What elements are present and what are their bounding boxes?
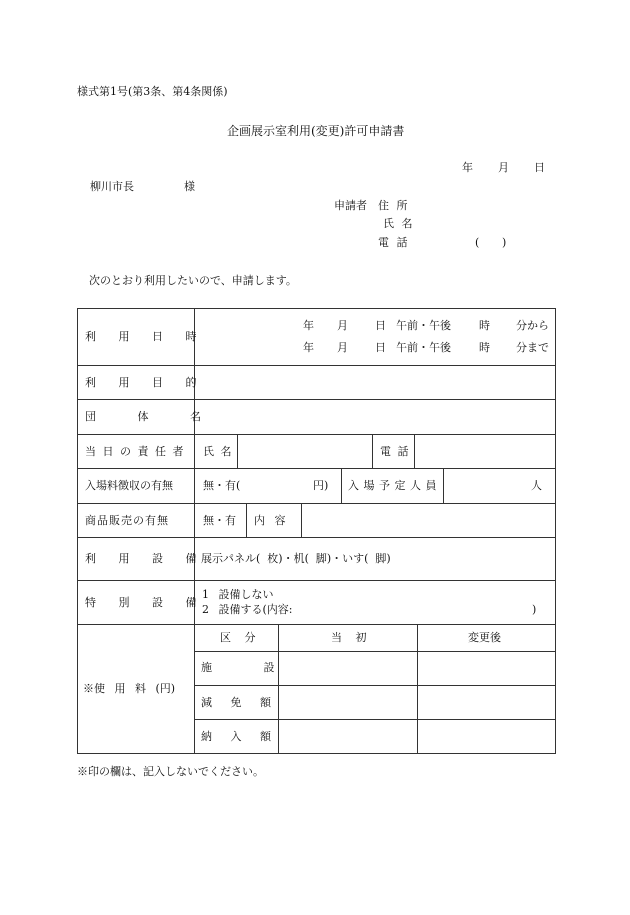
start-ampm: 午前・午後 [396, 319, 451, 332]
fee-item-payment: 納 入 額 [201, 730, 271, 743]
footnote: ※印の欄は、記入しないでください。 [77, 765, 264, 778]
row-divider [77, 624, 556, 625]
page-title: 企画展示室利用(変更)許可申請書 [227, 124, 405, 138]
start-day: 日 [375, 319, 386, 332]
column-divider [301, 503, 302, 537]
end-hour: 時 [479, 341, 490, 354]
start-year: 年 [303, 319, 314, 332]
label-usage-equipment: 利 用 設 備 [85, 552, 197, 565]
label-admission-fee: 入場料徴収の有無 [85, 479, 173, 492]
date-day: 日 [534, 161, 545, 174]
start-hour: 時 [479, 319, 490, 332]
row-divider [77, 503, 556, 504]
column-divider [237, 434, 238, 468]
label-responsible-person: 当 日 の 責 任 者 [85, 445, 184, 458]
applicant-label: 申請者 [334, 199, 367, 212]
row-divider [77, 580, 556, 581]
addressee-honorific: 様 [184, 180, 195, 193]
end-year: 年 [303, 341, 314, 354]
end-day: 日 [375, 341, 386, 354]
start-month: 月 [337, 319, 348, 332]
fee-item-reduction: 減 免 額 [201, 696, 271, 709]
column-divider [341, 468, 342, 503]
row-divider [77, 399, 556, 400]
label-usage-fee: ※使 用 料 (円) [83, 682, 176, 695]
label-product-sales: 商品販売の有無 [85, 514, 169, 527]
addressee-name: 柳川市長 [90, 180, 134, 193]
column-divider [443, 468, 444, 503]
fee-header-after-change: 変更後 [468, 631, 501, 644]
column-divider [417, 624, 418, 754]
applicant-phone-paren-close: ) [502, 236, 507, 249]
row-divider [77, 468, 556, 469]
expected-attendance-label: 入 場 予 定 人 員 [348, 479, 437, 492]
row-divider [194, 719, 556, 720]
applicant-name-label: 氏 名 [383, 217, 413, 230]
responsible-phone-label: 電 話 [380, 445, 409, 458]
row-divider [77, 434, 556, 435]
date-month: 月 [498, 161, 509, 174]
form-number: 様式第1号(第3条、第4条関係) [77, 85, 228, 98]
special-option-2: 2 設備する(内容: [202, 603, 293, 616]
applicant-phone-paren-open: ( [475, 236, 480, 249]
column-divider [194, 308, 195, 754]
admission-option: 無・有( [203, 479, 241, 492]
row-divider [194, 685, 556, 686]
start-minute: 分から [516, 319, 549, 332]
fee-item-facility: 施 設 [201, 661, 275, 674]
column-divider [246, 503, 247, 537]
row-divider [194, 651, 556, 652]
persons-unit: 人 [531, 479, 542, 492]
label-usage-datetime: 利 用 日 時 [85, 330, 197, 343]
special-option-1: 1 設備しない [202, 588, 274, 601]
equipment-detail: 展示パネル( 枚)・机( 脚)・いす( 脚) [201, 552, 391, 565]
sales-content-label: 内 容 [254, 514, 286, 527]
intro-text: 次のとおり利用したいので、申請します。 [89, 274, 297, 287]
end-month: 月 [337, 341, 348, 354]
admission-yen: 円) [313, 479, 329, 492]
responsible-name-label: 氏 名 [203, 445, 232, 458]
end-minute: 分まで [516, 341, 549, 354]
special-close-paren: ) [532, 603, 537, 616]
column-divider [278, 624, 279, 754]
end-ampm: 午前・午後 [396, 341, 451, 354]
row-divider [77, 365, 556, 366]
applicant-address-label: 住 所 [378, 199, 408, 212]
fee-header-initial: 当 初 [331, 631, 367, 644]
row-divider [77, 537, 556, 538]
fee-header-category: 区 分 [220, 631, 256, 644]
label-usage-purpose: 利 用 目 的 [85, 376, 197, 389]
label-group-name: 団 体 名 [85, 410, 201, 423]
sales-option: 無・有 [203, 514, 236, 527]
date-year: 年 [462, 161, 473, 174]
column-divider [372, 434, 373, 468]
column-divider [414, 434, 415, 468]
applicant-phone-label: 電 話 [378, 236, 408, 249]
label-special-equipment: 特 別 設 備 [85, 596, 197, 609]
